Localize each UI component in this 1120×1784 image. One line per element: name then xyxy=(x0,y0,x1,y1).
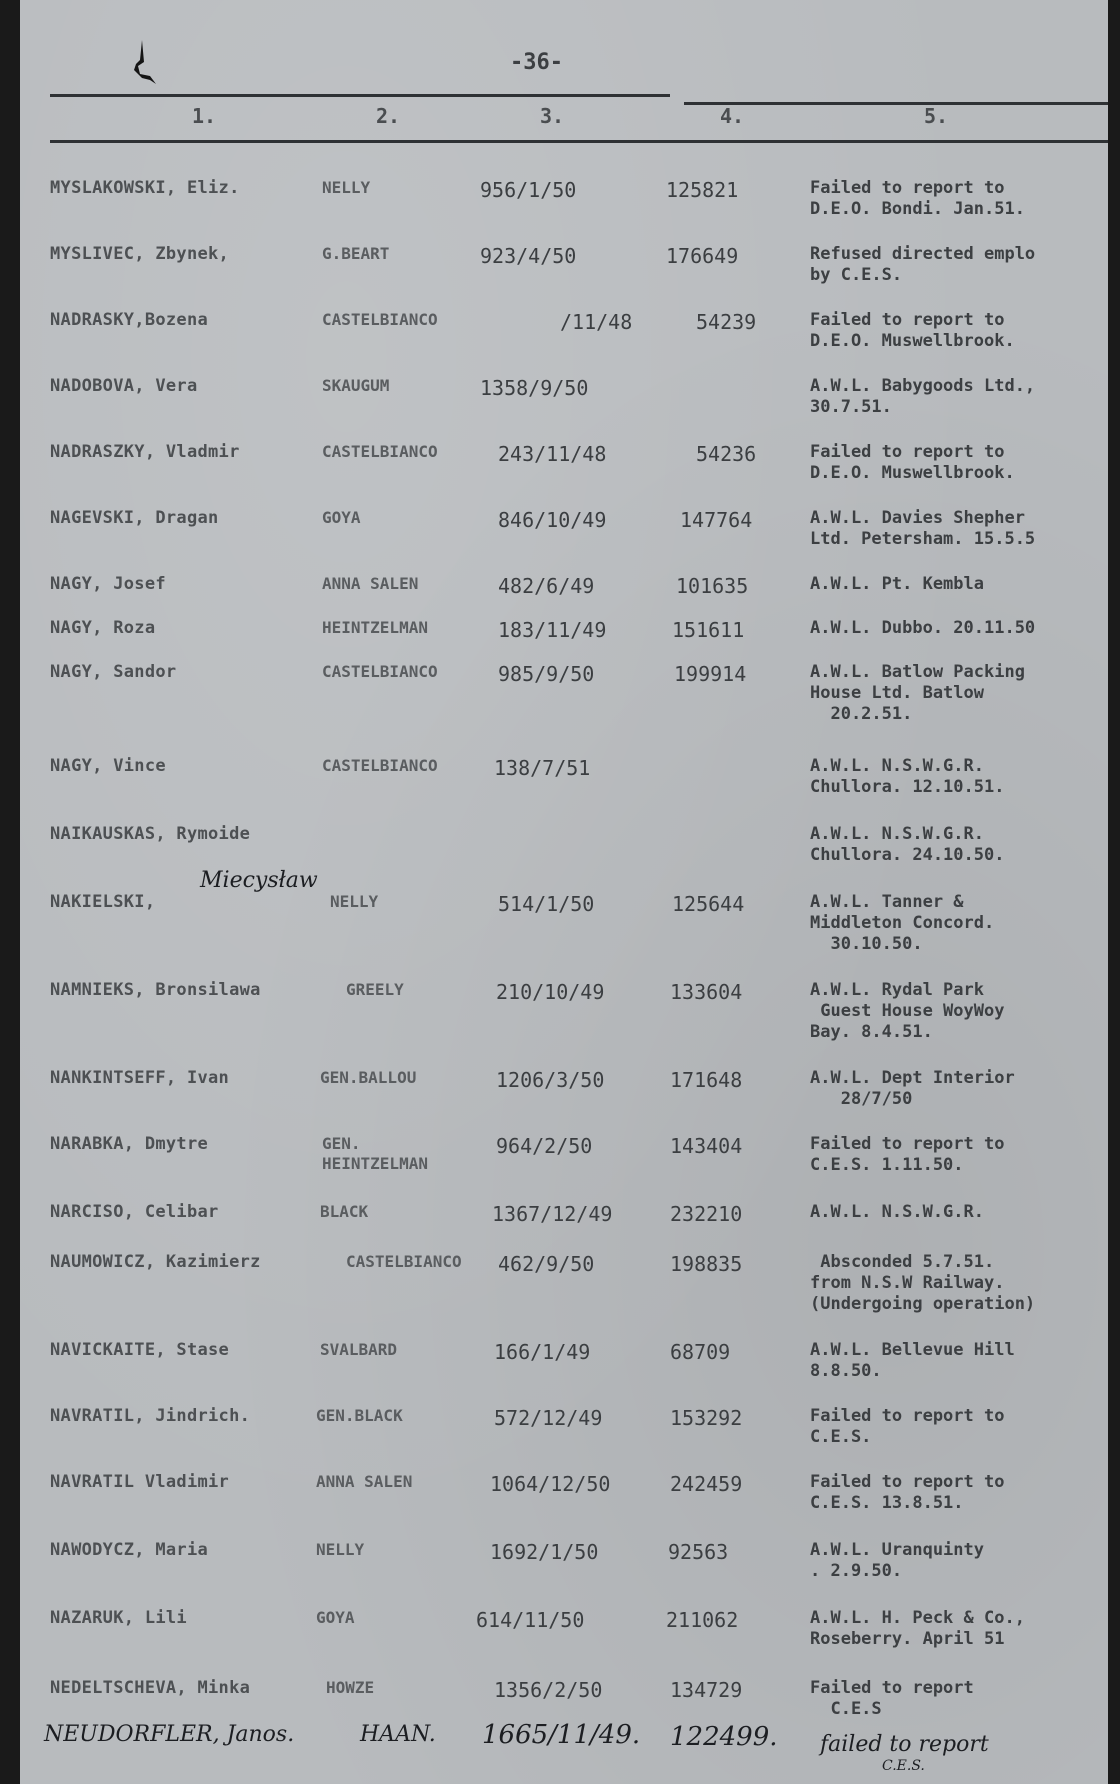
handwritten-row xyxy=(20,1712,1108,1772)
migrant-name: NAGY, Josef xyxy=(50,574,166,594)
ship-name: CASTELBIANCO xyxy=(346,1252,462,1271)
table-row xyxy=(20,756,1108,816)
table-row xyxy=(20,1472,1108,1532)
remarks: A.W.L. Dubbo. 20.11.50 xyxy=(810,618,1036,638)
migrant-name: NAVRATIL, Jindrich. xyxy=(50,1406,251,1426)
registration-number: 92563 xyxy=(668,1540,729,1564)
ship-name: G.BEART xyxy=(322,244,390,263)
ship-name: CASTELBIANCO xyxy=(322,662,438,681)
remarks: Failed to report C.E.S xyxy=(810,1678,974,1719)
migrant-name: NAIKAUSKAS, Rymoide xyxy=(50,824,251,844)
table-row xyxy=(20,824,1108,884)
remarks: A.W.L. Uranquinty . 2.9.50. xyxy=(810,1540,984,1581)
ship-name: HOWZE xyxy=(326,1678,375,1697)
table-row xyxy=(20,980,1108,1040)
remarks: Failed to report to D.E.O. Muswellbrook. xyxy=(810,442,1015,483)
header-rule-top-right xyxy=(684,102,1108,105)
reference-number: 166/1/49 xyxy=(494,1340,591,1364)
remarks: A.W.L. Bellevue Hill 8.8.50. xyxy=(810,1340,1015,1381)
reference-number: 964/2/50 xyxy=(496,1134,593,1158)
reference-number: /11/48 xyxy=(560,310,633,334)
reference-number: 1356/2/50 xyxy=(494,1678,603,1702)
remarks: A.W.L. Dept Interior 28/7/50 xyxy=(810,1068,1015,1109)
registration-number: 54239 xyxy=(696,310,757,334)
column-header-2: 2. xyxy=(376,104,401,128)
reference-number: 985/9/50 xyxy=(498,662,595,686)
reference-number: 572/12/49 xyxy=(494,1406,603,1430)
ink-blot-mark xyxy=(120,40,170,90)
ship-name: ANNA SALEN xyxy=(322,574,419,593)
reference-number: 482/6/49 xyxy=(498,574,595,598)
reference-number: 1358/9/50 xyxy=(480,376,589,400)
reference-number: 514/1/50 xyxy=(498,892,595,916)
table-row xyxy=(20,508,1108,568)
header-rule-bottom xyxy=(50,140,1108,143)
page-number: -36- xyxy=(510,50,563,75)
migrant-name: NANKINTSEFF, Ivan xyxy=(50,1068,230,1088)
reference-number: 210/10/49 xyxy=(496,980,605,1004)
remarks: Absconded 5.7.51. from N.S.W Railway. (Undergoing operation) xyxy=(810,1252,1036,1314)
remarks: A.W.L. H. Peck & Co., Roseberry. April 51 xyxy=(810,1608,1025,1649)
reference-number: 1692/1/50 xyxy=(490,1540,599,1564)
migrant-name: NADRASZKY, Vladmir xyxy=(50,442,240,462)
reference-number: 183/11/49 xyxy=(498,618,607,642)
registration-number: 101635 xyxy=(676,574,749,598)
ship-name: GOYA xyxy=(316,1608,355,1627)
handwritten-reference: 1665/11/49. xyxy=(482,1720,641,1750)
ship-name: CASTELBIANCO xyxy=(322,756,438,775)
table-row xyxy=(20,1134,1108,1194)
table-row xyxy=(20,868,1108,954)
remarks: A.W.L. N.S.W.G.R. Chullora. 24.10.50. xyxy=(810,824,1005,865)
column-header-1: 1. xyxy=(192,104,217,128)
migrant-name: NAWODYCZ, Maria xyxy=(50,1540,209,1560)
registration-number: 151611 xyxy=(672,618,745,642)
remarks: Refused directed emplo by C.E.S. xyxy=(810,244,1036,285)
reference-number: 846/10/49 xyxy=(498,508,607,532)
reference-number: 923/4/50 xyxy=(480,244,577,268)
registration-number: 153292 xyxy=(670,1406,743,1430)
reference-number: 1064/12/50 xyxy=(490,1472,611,1496)
ship-name: SKAUGUM xyxy=(322,376,390,395)
handwritten-number: 122499. xyxy=(670,1722,778,1752)
ship-name: BLACK xyxy=(320,1202,369,1221)
migrant-name: NAUMOWICZ, Kazimierz xyxy=(50,1252,261,1272)
table-row xyxy=(20,1252,1108,1312)
remarks: A.W.L. Davies Shepher Ltd. Petersham. 15.5.5 xyxy=(810,508,1036,549)
migrant-name: NADOBOVA, Vera xyxy=(50,376,198,396)
migrant-name: NAZARUK, Lili xyxy=(50,1608,187,1628)
column-header-5: 5. xyxy=(924,104,949,128)
registration-number: 134729 xyxy=(670,1678,743,1702)
migrant-name: NEDELTSCHEVA, Minka xyxy=(50,1678,251,1698)
migrant-name: NARABKA, Dmytre xyxy=(50,1134,209,1154)
migrant-name: NADRASKY,Bozena xyxy=(50,310,209,330)
table-row xyxy=(20,1340,1108,1400)
migrant-name: NAGY, Vince xyxy=(50,756,166,776)
ship-name: GEN.BLACK xyxy=(316,1406,403,1425)
ship-name: CASTELBIANCO xyxy=(322,442,438,461)
migrant-name: NAGY, Roza xyxy=(50,618,156,638)
remarks: Failed to report to D.E.O. Muswellbrook. xyxy=(810,310,1015,351)
remarks: A.W.L. N.S.W.G.R. Chullora. 12.10.51. xyxy=(810,756,1005,797)
ship-name: ANNA SALEN xyxy=(316,1472,413,1491)
registration-number: 125644 xyxy=(672,892,745,916)
handwritten-remarks-ces: C.E.S. xyxy=(882,1758,925,1774)
table-row xyxy=(20,662,1108,722)
reference-number: 138/7/51 xyxy=(494,756,591,780)
registration-number: 68709 xyxy=(670,1340,731,1364)
ship-name: HEINTZELMAN xyxy=(322,618,428,637)
migrant-name: NAVICKAITE, Stase xyxy=(50,1340,230,1360)
registration-number: 143404 xyxy=(670,1134,743,1158)
table-row xyxy=(20,1068,1108,1128)
table-row xyxy=(20,442,1108,502)
registration-number: 199914 xyxy=(674,662,747,686)
document-page xyxy=(20,0,1108,1784)
handwritten-ship: HAAN. xyxy=(360,1722,436,1747)
migrant-name: MYSLAKOWSKI, Eliz. xyxy=(50,178,240,198)
ship-name: GOYA xyxy=(322,508,361,527)
reference-number: 243/11/48 xyxy=(498,442,607,466)
registration-number: 211062 xyxy=(666,1608,739,1632)
migrant-name: NAMNIEKS, Bronsilawa xyxy=(50,980,261,1000)
handwritten-name: NEUDORFLER, Janos. xyxy=(44,1722,295,1747)
handwritten-first-name: Miecysław xyxy=(200,868,318,893)
remarks: Failed to report to C.E.S. xyxy=(810,1406,1005,1447)
remarks: Failed to report to C.E.S. 1.11.50. xyxy=(810,1134,1005,1175)
migrant-name: NAGY, Sandor xyxy=(50,662,177,682)
table-row xyxy=(20,178,1108,238)
ship-name: NELLY xyxy=(330,892,379,911)
reference-number: 614/11/50 xyxy=(476,1608,585,1632)
registration-number: 232210 xyxy=(670,1202,743,1226)
migrant-name: NAVRATIL Vladimir xyxy=(50,1472,230,1492)
registration-number: 147764 xyxy=(680,508,753,532)
registration-number: 171648 xyxy=(670,1068,743,1092)
column-header-4: 4. xyxy=(720,104,745,128)
remarks: A.W.L. Pt. Kembla xyxy=(810,574,984,594)
registration-number: 133604 xyxy=(670,980,743,1004)
remarks: Failed to report to C.E.S. 13.8.51. xyxy=(810,1472,1005,1513)
header-rule-top-left xyxy=(50,94,670,97)
remarks: Failed to report to D.E.O. Bondi. Jan.51. xyxy=(810,178,1025,219)
migrant-name: MYSLIVEC, Zbynek, xyxy=(50,244,230,264)
remarks: A.W.L. Babygoods Ltd., 30.7.51. xyxy=(810,376,1036,417)
remarks: A.W.L. N.S.W.G.R. xyxy=(810,1202,984,1222)
ship-name: CASTELBIANCO xyxy=(322,310,438,329)
remarks: A.W.L. Batlow Packing House Ltd. Batlow 20.2.51. xyxy=(810,662,1025,724)
migrant-name: NAKIELSKI, xyxy=(50,892,156,912)
reference-number: 1367/12/49 xyxy=(492,1202,613,1226)
reference-number: 462/9/50 xyxy=(498,1252,595,1276)
registration-number: 125821 xyxy=(666,178,739,202)
migrant-name: NARCISO, Celibar xyxy=(50,1202,219,1222)
table-row xyxy=(20,1540,1108,1600)
migrant-name: NAGEVSKI, Dragan xyxy=(50,508,219,528)
column-header-3: 3. xyxy=(540,104,565,128)
table-row xyxy=(20,244,1108,304)
registration-number: 54236 xyxy=(696,442,757,466)
registration-number: 198835 xyxy=(670,1252,743,1276)
reference-number: 956/1/50 xyxy=(480,178,577,202)
table-row xyxy=(20,310,1108,370)
handwritten-remarks: failed to report xyxy=(820,1732,989,1757)
ship-name: GEN.BALLOU xyxy=(320,1068,417,1087)
table-row xyxy=(20,376,1108,436)
registration-number: 176649 xyxy=(666,244,739,268)
table-row xyxy=(20,1608,1108,1668)
remarks: A.W.L. Rydal Park Guest House WoyWoy Bay. 8.4.51. xyxy=(810,980,1005,1042)
ship-name: SVALBARD xyxy=(320,1340,398,1359)
reference-number: 1206/3/50 xyxy=(496,1068,605,1092)
ship-name: GEN. HEINTZELMAN xyxy=(322,1134,428,1173)
table-row xyxy=(20,1406,1108,1466)
remarks: A.W.L. Tanner & Middleton Concord. 30.10.50. xyxy=(810,892,995,954)
ship-name: NELLY xyxy=(322,178,371,197)
ship-name: NELLY xyxy=(316,1540,365,1559)
registration-number: 242459 xyxy=(670,1472,743,1496)
ship-name: GREELY xyxy=(346,980,404,999)
